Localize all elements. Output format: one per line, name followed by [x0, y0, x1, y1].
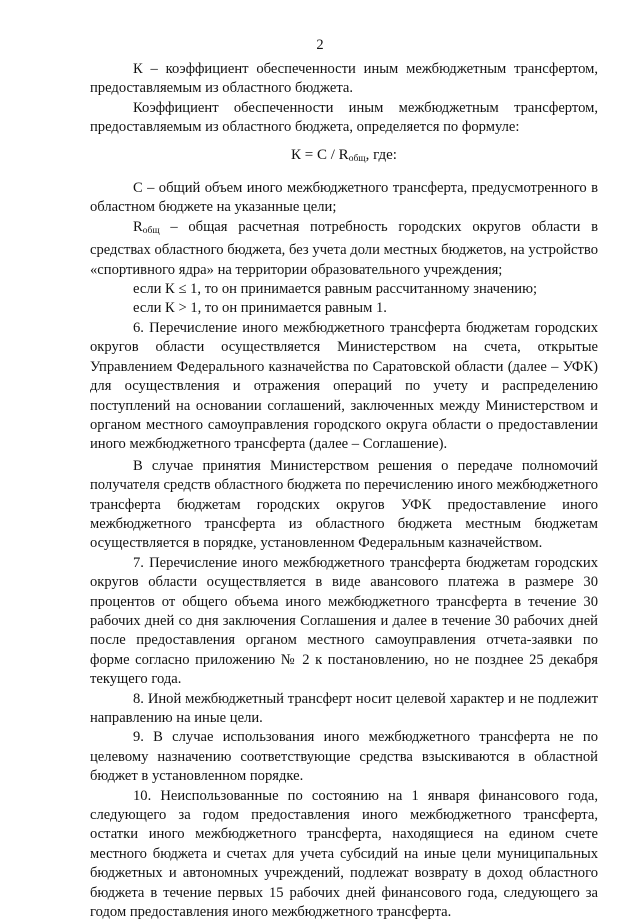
paragraph-c-definition: С – общий объем иного межбюджетного трансферта, предусмотренного в областном бюджете на указанные цели; [90, 180, 598, 216]
r-subscript: общ [142, 225, 160, 236]
clause-9: 9. В случае использования иного межбюджетного трансферта не по целевому назначению соответствующие средства взыскиваются в областной бюджет в установленном порядке. [90, 729, 598, 785]
clause-10: 10. Неиспользованные по состоянию на 1 января финансового года, следующего за годом предоставления иного межбюджетного трансферта, остатки иного межбюджетного трансферта, находящиеся на едином счете местного бюджета и счетах для учета субсидий на иные цели муниципальных бюджетных и автономных учреждений, подлежат возврату в доход областного бюджета в течение первых 15 рабочих дней финансового года, следующего за годом предоставления иного межбюджетного трансферта. [90, 787, 598, 921]
formula-lhs: К = С / R [291, 146, 349, 163]
page-number: 2 [316, 37, 324, 53]
condition-k-gt-1: если К > 1, то он принимается равным 1. [133, 300, 387, 317]
paragraph-r-definition [90, 218, 598, 280]
r-symbol: R [133, 218, 143, 235]
paragraph-coefficient-intro: Коэффициент обеспеченности иным межбюджетным трансфертом, предоставляемым из областного бюджета, определяется по формуле: [90, 99, 598, 136]
formula [90, 146, 598, 169]
r-definition-text: – общая расчетная потребность городских округов области в средствах областного бюджета, без учета доли местных бюджетов, на устройство «спортивного ядра» на территории образовательного учреждения; [90, 218, 598, 278]
paragraph-k-definition: К – коэффициент обеспеченности иным межбюджетным трансфертом, предоставляемым из областного бюджета. [90, 61, 598, 97]
condition-k-le-1: если К ≤ 1, то он принимается равным рассчитанному значению; [133, 281, 538, 298]
clause-7: 7. Перечисление иного межбюджетного трансферта бюджетам городских округов области осуществляется в виде авансового платежа в размере 30 процентов от общего объема иного межбюджетного трансферта в течение 30 рабочих дней со дня заключения Соглашения и далее в течение 30 рабочих дней после предоставления органом местного самоуправления отчета-заявки по форме согласно приложению № 2 к постановлению, но не позднее 25 декабря текущего года. [90, 554, 598, 688]
formula-rhs: , где: [365, 146, 397, 163]
clause-6-continued: В случае принятия Министерством решения о передаче полномочий получателя средств областного бюджета по перечислению иного межбюджетного трансферта бюджетам городских округов УФК предоставление иного межбюджетного трансферта из областного бюджета местным бюджетам осуществляется в порядке, установленном Федеральным казначейством. [90, 457, 598, 552]
clause-6: 6. Перечисление иного межбюджетного трансферта бюджетам городских округов области осуществляется Министерством на счета, открытые Управлением Федерального казначейства по Саратовской области (далее – УФК) для осуществления и отражения операций по учету и распределению поступлений на основании соглашений, заключенных между Министерством и органом местного самоуправления городского округа области о предоставлении иного межбюджетного трансферта (далее – Соглашение). [90, 319, 598, 453]
formula-subscript: общ [348, 153, 366, 164]
document-body [90, 60, 598, 922]
clause-8: 8. Иной межбюджетный трансферт носит целевой характер и не подлежит направлению на иные цели. [90, 690, 598, 726]
